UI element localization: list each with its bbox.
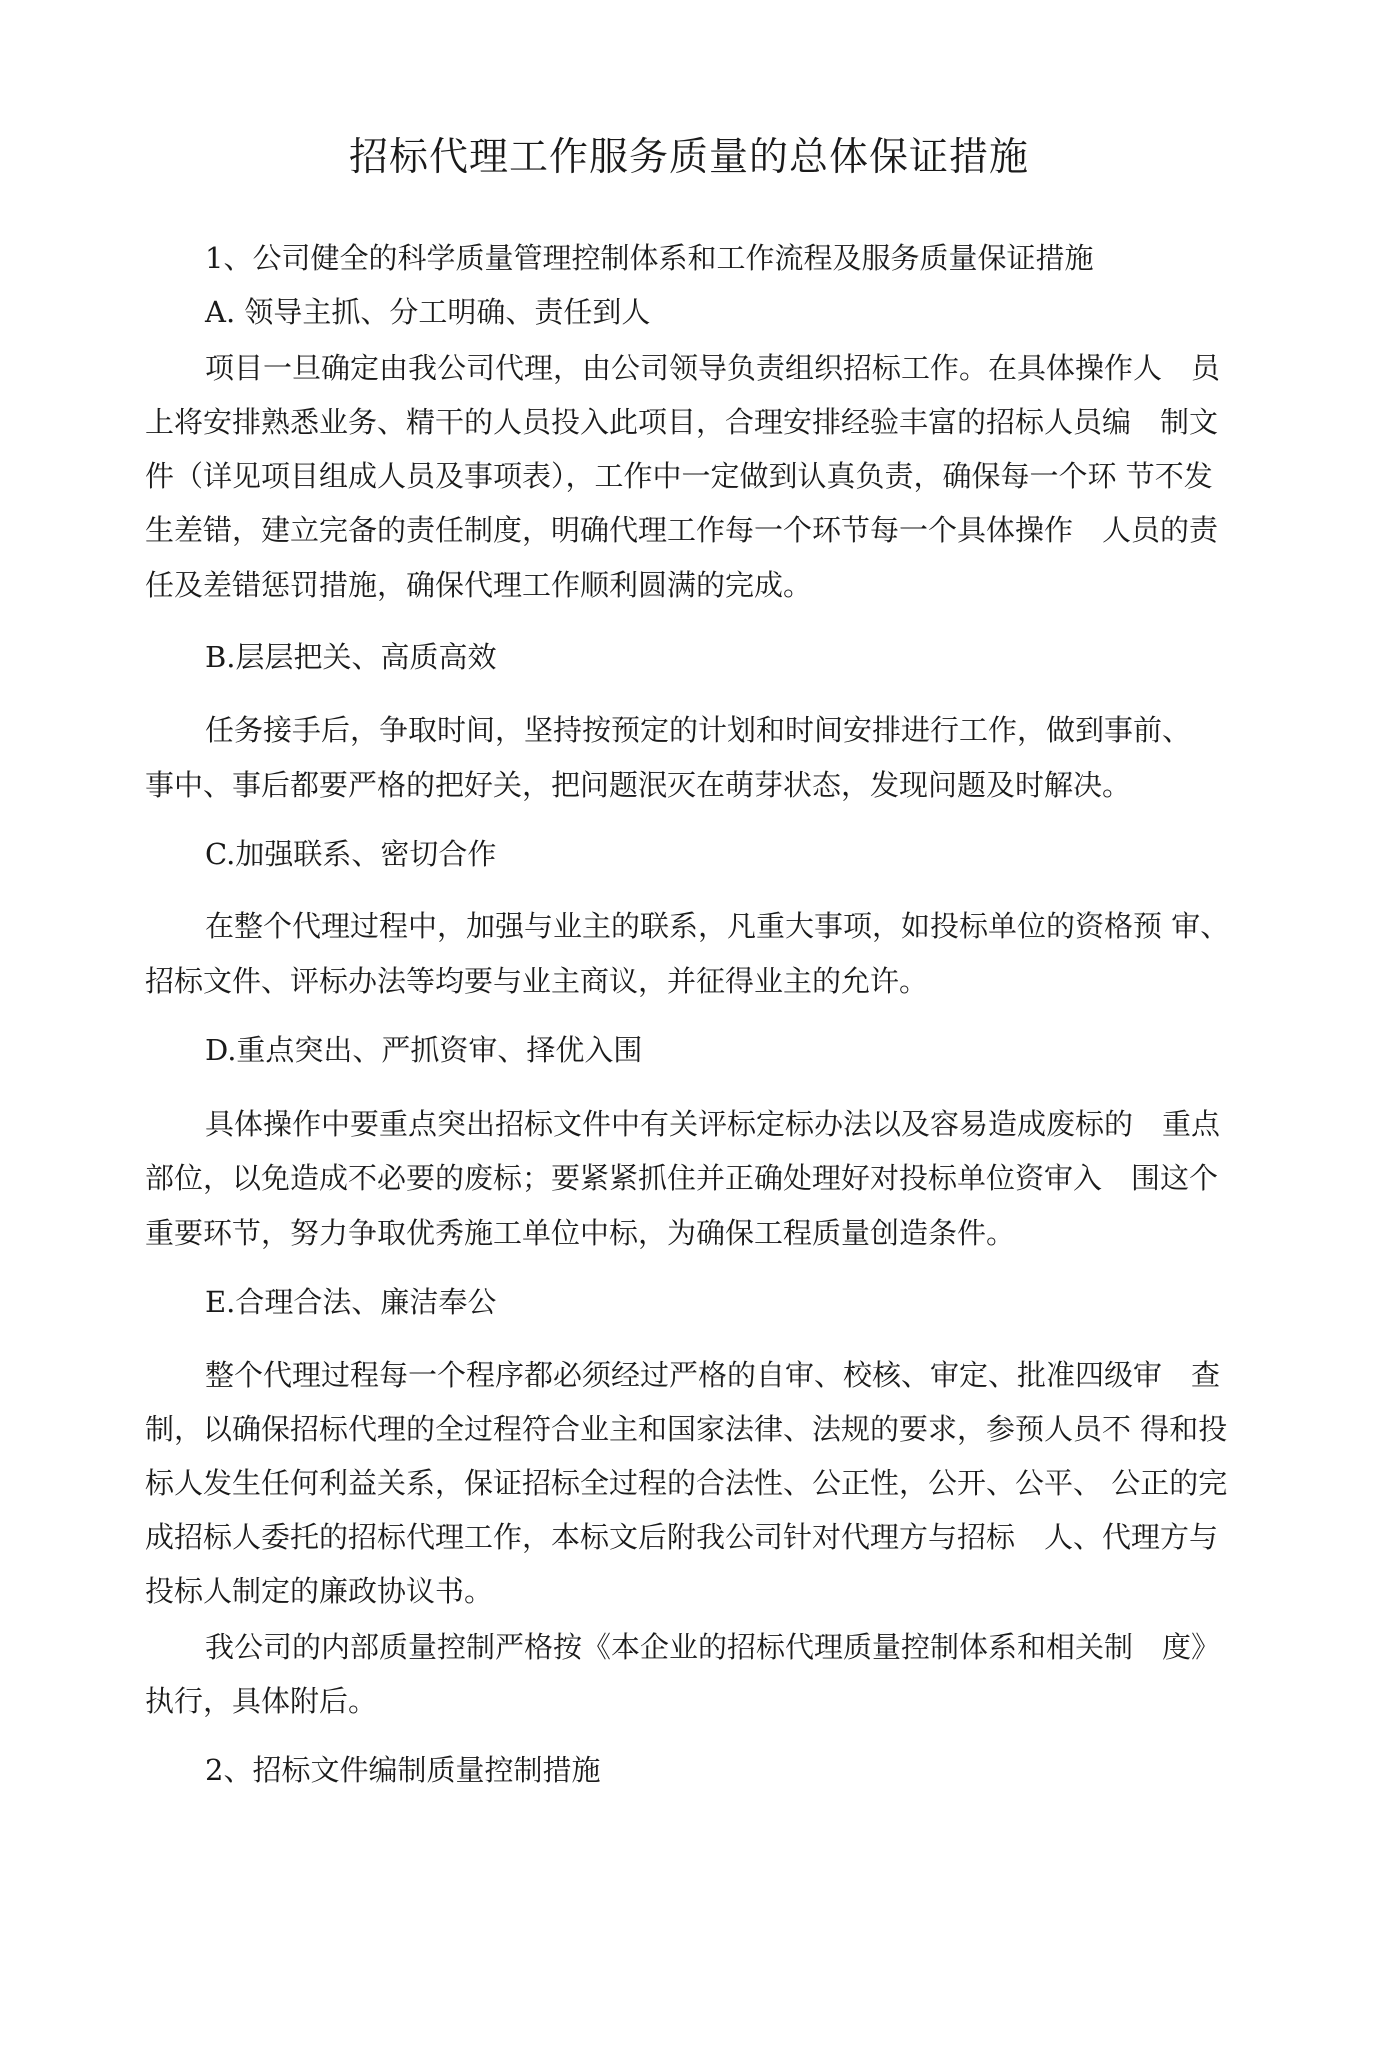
section-heading: 2、招标文件编制质量控制措施 — [205, 1753, 601, 1787]
paragraph-line: 件（详见项目组成人员及事项表），工作中一定做到认真负责，确保每一个环 节不发 — [145, 459, 1213, 493]
paragraph-line: 生差错，建立完备的责任制度，明确代理工作每一个环节每一个具体操作 人员的责 — [145, 513, 1219, 547]
subsection-heading: B.层层把关、高质高效 — [205, 640, 497, 674]
paragraph-line: 成招标人委托的招标代理工作，本标文后附我公司针对代理方与招标 人、代理方与 — [145, 1520, 1219, 1554]
paragraph-line: 项目一旦确定由我公司代理，由公司领导负责组织招标工作。在具体操作人 员 — [205, 351, 1221, 385]
paragraph-line: 任务接手后，争取时间，坚持按预定的计划和时间安排进行工作，做到事前、 — [205, 713, 1192, 747]
paragraph-line: 重要环节，努力争取优秀施工单位中标，为确保工程质量创造条件。 — [145, 1216, 1016, 1250]
section-heading: 1、公司健全的科学质量管理控制体系和工作流程及服务质量保证措施 — [205, 241, 1094, 275]
paragraph-line: 部位，以免造成不必要的废标；要紧紧抓住并正确处理好对投标单位资审入 围这个 — [145, 1161, 1219, 1195]
paragraph-line: 标人发生任何利益关系，保证招标全过程的合法性、公正性，公开、公平、 公正的完 — [145, 1466, 1228, 1500]
paragraph-line: 具体操作中要重点突出招标文件中有关评标定标办法以及容易造成废标的 重点 — [205, 1107, 1221, 1141]
paragraph-line: 上将安排熟悉业务、精干的人员投入此项目，合理安排经验丰富的招标人员编 制文 — [145, 405, 1219, 439]
paragraph-line: 投标人制定的廉政协议书。 — [145, 1574, 494, 1608]
subsection-heading: D.重点突出、严抓资审、择优入围 — [205, 1033, 643, 1067]
subsection-heading: E.合理合法、廉洁奉公 — [205, 1285, 497, 1319]
paragraph-line: 整个代理过程每一个程序都必须经过严格的自审、校核、审定、批准四级审 查 — [205, 1358, 1221, 1392]
paragraph-line: 任及差错惩罚措施，确保代理工作顺利圆满的完成。 — [145, 568, 813, 602]
subsection-heading: C.加强联系、密切合作 — [205, 837, 497, 871]
paragraph-line: 在整个代理过程中，加强与业主的联系，凡重大事项，如投标单位的资格预 审、 — [205, 909, 1230, 943]
paragraph-line: 事中、事后都要严格的把好关，把问题泯灭在萌芽状态，发现问题及时解决。 — [145, 768, 1132, 802]
subsection-heading: A. 领导主抓、分工明确、责任到人 — [205, 295, 651, 329]
paragraph-line: 制，以确保招标代理的全过程符合业主和国家法律、法规的要求，参预人员不 得和投 — [145, 1412, 1228, 1446]
paragraph-line: 招标文件、评标办法等均要与业主商议，并征得业主的允许。 — [145, 964, 929, 998]
paragraph-line: 我公司的内部质量控制严格按《本企业的招标代理质量控制体系和相关制 度》 — [205, 1630, 1221, 1664]
paragraph-line: 执行，具体附后。 — [145, 1684, 378, 1718]
document-title: 招标代理工作服务质量的总体保证措施 — [348, 135, 1029, 180]
